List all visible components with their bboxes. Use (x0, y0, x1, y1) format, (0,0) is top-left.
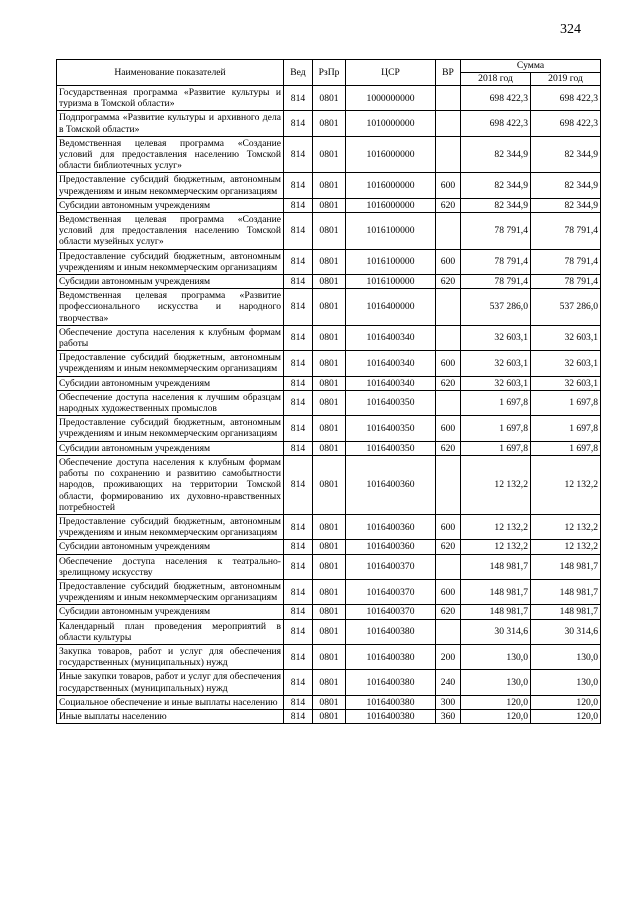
cell-rzpr: 0801 (313, 514, 346, 539)
cell-2019: 148 981,7 (531, 554, 601, 579)
cell-vr: 600 (436, 249, 461, 274)
cell-2018: 130,0 (461, 644, 531, 669)
table-row (57, 275, 601, 289)
cell-name: Обеспечение доступа населения к клубным формам работы по сохранению и развитию самобытности народов, проживающих на территории Томской области, формированию их духовно-нравственных потребностей (57, 455, 284, 514)
cell-csr: 1010000000 (346, 111, 436, 136)
cell-csr: 1016400350 (346, 390, 436, 415)
cell-name: Обеспечение доступа населения к клубным формам работы (57, 325, 284, 350)
cell-name: Ведомственная целевая программа «Создание условий для предоставления населению Томской области библиотечных услуг» (57, 136, 284, 173)
cell-csr: 1016400380 (346, 670, 436, 695)
cell-name: Предоставление субсидий бюджетным, автономным учреждениям и иным некоммерческим организациям (57, 514, 284, 539)
cell-csr: 1016400370 (346, 554, 436, 579)
cell-2019: 698 422,3 (531, 111, 601, 136)
table-row (57, 514, 601, 539)
cell-rzpr: 0801 (313, 173, 346, 198)
cell-2018: 12 132,2 (461, 455, 531, 514)
cell-name: Государственная программа «Развитие культуры и туризма в Томской области» (57, 86, 284, 111)
cell-2018: 82 344,9 (461, 136, 531, 173)
cell-rzpr: 0801 (313, 136, 346, 173)
cell-rzpr: 0801 (313, 289, 346, 326)
header-vr: ВР (436, 60, 461, 86)
cell-vr: 600 (436, 416, 461, 441)
cell-rzpr: 0801 (313, 619, 346, 644)
cell-vr: 620 (436, 605, 461, 619)
table-row (57, 554, 601, 579)
cell-ved: 814 (284, 289, 313, 326)
cell-2018: 148 981,7 (461, 605, 531, 619)
cell-vr: 620 (436, 198, 461, 212)
table-row (57, 376, 601, 390)
cell-rzpr: 0801 (313, 86, 346, 111)
cell-2019: 12 132,2 (531, 540, 601, 554)
cell-rzpr: 0801 (313, 198, 346, 212)
cell-name: Иные выплаты населению (57, 709, 284, 723)
cell-2018: 78 791,4 (461, 249, 531, 274)
cell-2018: 130,0 (461, 670, 531, 695)
cell-2019: 1 697,8 (531, 390, 601, 415)
cell-csr: 1016000000 (346, 136, 436, 173)
cell-2019: 148 981,7 (531, 605, 601, 619)
header-csr: ЦСР (346, 60, 436, 86)
cell-2019: 82 344,9 (531, 136, 601, 173)
table-row (57, 455, 601, 514)
cell-vr: 300 (436, 695, 461, 709)
cell-name: Подпрограмма «Развитие культуры и архивного дела в Томской области» (57, 111, 284, 136)
cell-2019: 82 344,9 (531, 173, 601, 198)
cell-2019: 120,0 (531, 709, 601, 723)
cell-2018: 78 791,4 (461, 213, 531, 250)
table-row (57, 390, 601, 415)
cell-csr: 1016400380 (346, 644, 436, 669)
cell-2019: 78 791,4 (531, 213, 601, 250)
cell-vr: 600 (436, 173, 461, 198)
cell-2019: 78 791,4 (531, 275, 601, 289)
cell-csr: 1016400360 (346, 514, 436, 539)
header-rzpr: РзПр (313, 60, 346, 86)
cell-csr: 1016400340 (346, 325, 436, 350)
cell-2018: 12 132,2 (461, 540, 531, 554)
cell-ved: 814 (284, 441, 313, 455)
cell-2019: 30 314,6 (531, 619, 601, 644)
cell-csr: 1016400380 (346, 695, 436, 709)
cell-vr (436, 455, 461, 514)
cell-ved: 814 (284, 390, 313, 415)
cell-ved: 814 (284, 455, 313, 514)
cell-2019: 82 344,9 (531, 198, 601, 212)
cell-name: Социальное обеспечение и иные выплаты населению (57, 695, 284, 709)
cell-name: Субсидии автономным учреждениям (57, 198, 284, 212)
cell-ved: 814 (284, 695, 313, 709)
cell-rzpr: 0801 (313, 275, 346, 289)
cell-vr (436, 325, 461, 350)
cell-name: Закупка товаров, работ и услуг для обеспечения государственных (муниципальных) нужд (57, 644, 284, 669)
cell-2019: 1 697,8 (531, 416, 601, 441)
cell-2018: 12 132,2 (461, 514, 531, 539)
cell-2019: 78 791,4 (531, 249, 601, 274)
cell-2019: 12 132,2 (531, 514, 601, 539)
cell-ved: 814 (284, 605, 313, 619)
cell-name: Ведомственная целевая программа «Создание условий для предоставления населению Томской области музейных услуг» (57, 213, 284, 250)
cell-name: Субсидии автономным учреждениям (57, 540, 284, 554)
cell-2019: 1 697,8 (531, 441, 601, 455)
header-2018: 2018 год (461, 73, 531, 86)
cell-name: Предоставление субсидий бюджетным, автономным учреждениям и иным некоммерческим организациям (57, 416, 284, 441)
cell-name: Календарный план проведения мероприятий в области культуры (57, 619, 284, 644)
cell-csr: 1000000000 (346, 86, 436, 111)
cell-ved: 814 (284, 416, 313, 441)
cell-ved: 814 (284, 86, 313, 111)
cell-rzpr: 0801 (313, 376, 346, 390)
cell-2018: 32 603,1 (461, 325, 531, 350)
table-row (57, 325, 601, 350)
cell-ved: 814 (284, 275, 313, 289)
cell-2019: 537 286,0 (531, 289, 601, 326)
cell-ved: 814 (284, 325, 313, 350)
cell-rzpr: 0801 (313, 540, 346, 554)
cell-2019: 32 603,1 (531, 325, 601, 350)
cell-csr: 1016400370 (346, 579, 436, 604)
table-row (57, 670, 601, 695)
cell-csr: 1016000000 (346, 173, 436, 198)
cell-vr: 600 (436, 514, 461, 539)
table-row (57, 173, 601, 198)
cell-vr (436, 619, 461, 644)
cell-ved: 814 (284, 540, 313, 554)
cell-rzpr: 0801 (313, 644, 346, 669)
cell-name: Предоставление субсидий бюджетным, автономным учреждениям и иным некоммерческим организациям (57, 579, 284, 604)
cell-rzpr: 0801 (313, 670, 346, 695)
cell-vr: 620 (436, 376, 461, 390)
cell-csr: 1016400370 (346, 605, 436, 619)
cell-ved: 814 (284, 376, 313, 390)
cell-vr: 600 (436, 351, 461, 376)
cell-ved: 814 (284, 644, 313, 669)
cell-ved: 814 (284, 111, 313, 136)
cell-name: Обеспечение доступа населения к театрально-зрелищному искусству (57, 554, 284, 579)
cell-ved: 814 (284, 670, 313, 695)
cell-2019: 120,0 (531, 695, 601, 709)
cell-vr: 200 (436, 644, 461, 669)
cell-vr: 240 (436, 670, 461, 695)
cell-2018: 1 697,8 (461, 441, 531, 455)
cell-csr: 1016100000 (346, 249, 436, 274)
cell-2018: 1 697,8 (461, 390, 531, 415)
cell-2019: 32 603,1 (531, 351, 601, 376)
cell-2018: 698 422,3 (461, 86, 531, 111)
cell-rzpr: 0801 (313, 111, 346, 136)
cell-name: Ведомственная целевая программа «Развитие профессионального искусства и народного творчества» (57, 289, 284, 326)
cell-2018: 82 344,9 (461, 173, 531, 198)
cell-2018: 120,0 (461, 709, 531, 723)
budget-table (56, 59, 601, 724)
cell-2019: 130,0 (531, 644, 601, 669)
cell-2019: 32 603,1 (531, 376, 601, 390)
cell-name: Субсидии автономным учреждениям (57, 275, 284, 289)
cell-ved: 814 (284, 136, 313, 173)
cell-vr: 620 (436, 275, 461, 289)
table-row (57, 619, 601, 644)
page-number: 324 (560, 22, 581, 37)
cell-2019: 130,0 (531, 670, 601, 695)
cell-csr: 1016400350 (346, 441, 436, 455)
cell-vr: 600 (436, 579, 461, 604)
cell-csr: 1016400350 (346, 416, 436, 441)
header-2019: 2019 год (531, 73, 601, 86)
cell-ved: 814 (284, 173, 313, 198)
cell-csr: 1016000000 (346, 198, 436, 212)
cell-rzpr: 0801 (313, 605, 346, 619)
cell-csr: 1016100000 (346, 275, 436, 289)
cell-rzpr: 0801 (313, 441, 346, 455)
cell-rzpr: 0801 (313, 709, 346, 723)
cell-ved: 814 (284, 213, 313, 250)
cell-2018: 82 344,9 (461, 198, 531, 212)
cell-csr: 1016100000 (346, 213, 436, 250)
cell-name: Иные закупки товаров, работ и услуг для обеспечения государственных (муниципальных) нужд (57, 670, 284, 695)
cell-ved: 814 (284, 514, 313, 539)
table-row (57, 416, 601, 441)
cell-vr (436, 554, 461, 579)
table-row (57, 213, 601, 250)
table-row (57, 695, 601, 709)
header-ved: Вед (284, 60, 313, 86)
cell-name: Предоставление субсидий бюджетным, автономным учреждениям и иным некоммерческим организациям (57, 351, 284, 376)
table-row (57, 136, 601, 173)
cell-ved: 814 (284, 709, 313, 723)
cell-name: Субсидии автономным учреждениям (57, 376, 284, 390)
cell-rzpr: 0801 (313, 249, 346, 274)
cell-2018: 32 603,1 (461, 376, 531, 390)
table-row (57, 111, 601, 136)
header-name: Наименование показателей (57, 60, 284, 86)
cell-ved: 814 (284, 198, 313, 212)
cell-rzpr: 0801 (313, 554, 346, 579)
cell-csr: 1016400360 (346, 540, 436, 554)
cell-rzpr: 0801 (313, 455, 346, 514)
cell-csr: 1016400000 (346, 289, 436, 326)
cell-vr (436, 390, 461, 415)
table-row (57, 540, 601, 554)
cell-2018: 32 603,1 (461, 351, 531, 376)
cell-vr (436, 213, 461, 250)
table-row (57, 249, 601, 274)
cell-ved: 814 (284, 579, 313, 604)
cell-rzpr: 0801 (313, 390, 346, 415)
table-row (57, 441, 601, 455)
table-row (57, 289, 601, 326)
cell-ved: 814 (284, 351, 313, 376)
table-row (57, 351, 601, 376)
cell-2018: 148 981,7 (461, 579, 531, 604)
cell-csr: 1016400360 (346, 455, 436, 514)
cell-2019: 698 422,3 (531, 86, 601, 111)
table-row (57, 579, 601, 604)
table-header (57, 60, 601, 86)
cell-2018: 148 981,7 (461, 554, 531, 579)
table-row (57, 86, 601, 111)
table-body (57, 86, 601, 724)
cell-vr: 620 (436, 540, 461, 554)
cell-csr: 1016400380 (346, 709, 436, 723)
cell-name: Предоставление субсидий бюджетным, автономным учреждениям и иным некоммерческим организациям (57, 173, 284, 198)
table-row (57, 644, 601, 669)
cell-ved: 814 (284, 249, 313, 274)
cell-name: Субсидии автономным учреждениям (57, 605, 284, 619)
cell-name: Предоставление субсидий бюджетным, автономным учреждениям и иным некоммерческим организациям (57, 249, 284, 274)
cell-2019: 12 132,2 (531, 455, 601, 514)
cell-csr: 1016400380 (346, 619, 436, 644)
cell-2018: 30 314,6 (461, 619, 531, 644)
cell-vr (436, 136, 461, 173)
cell-2018: 78 791,4 (461, 275, 531, 289)
cell-vr (436, 86, 461, 111)
cell-vr (436, 111, 461, 136)
cell-csr: 1016400340 (346, 351, 436, 376)
cell-vr: 620 (436, 441, 461, 455)
table-row (57, 709, 601, 723)
cell-vr (436, 289, 461, 326)
cell-name: Обеспечение доступа населения к лучшим образцам народных художественных промыслов (57, 390, 284, 415)
cell-csr: 1016400340 (346, 376, 436, 390)
cell-rzpr: 0801 (313, 351, 346, 376)
cell-rzpr: 0801 (313, 416, 346, 441)
cell-rzpr: 0801 (313, 325, 346, 350)
cell-ved: 814 (284, 554, 313, 579)
cell-rzpr: 0801 (313, 579, 346, 604)
cell-vr: 360 (436, 709, 461, 723)
header-sum: Сумма (461, 60, 601, 73)
table-row (57, 605, 601, 619)
cell-name: Субсидии автономным учреждениям (57, 441, 284, 455)
cell-2018: 537 286,0 (461, 289, 531, 326)
table-row (57, 198, 601, 212)
cell-ved: 814 (284, 619, 313, 644)
cell-2018: 120,0 (461, 695, 531, 709)
cell-2018: 698 422,3 (461, 111, 531, 136)
cell-2018: 1 697,8 (461, 416, 531, 441)
cell-rzpr: 0801 (313, 213, 346, 250)
cell-2019: 148 981,7 (531, 579, 601, 604)
cell-rzpr: 0801 (313, 695, 346, 709)
